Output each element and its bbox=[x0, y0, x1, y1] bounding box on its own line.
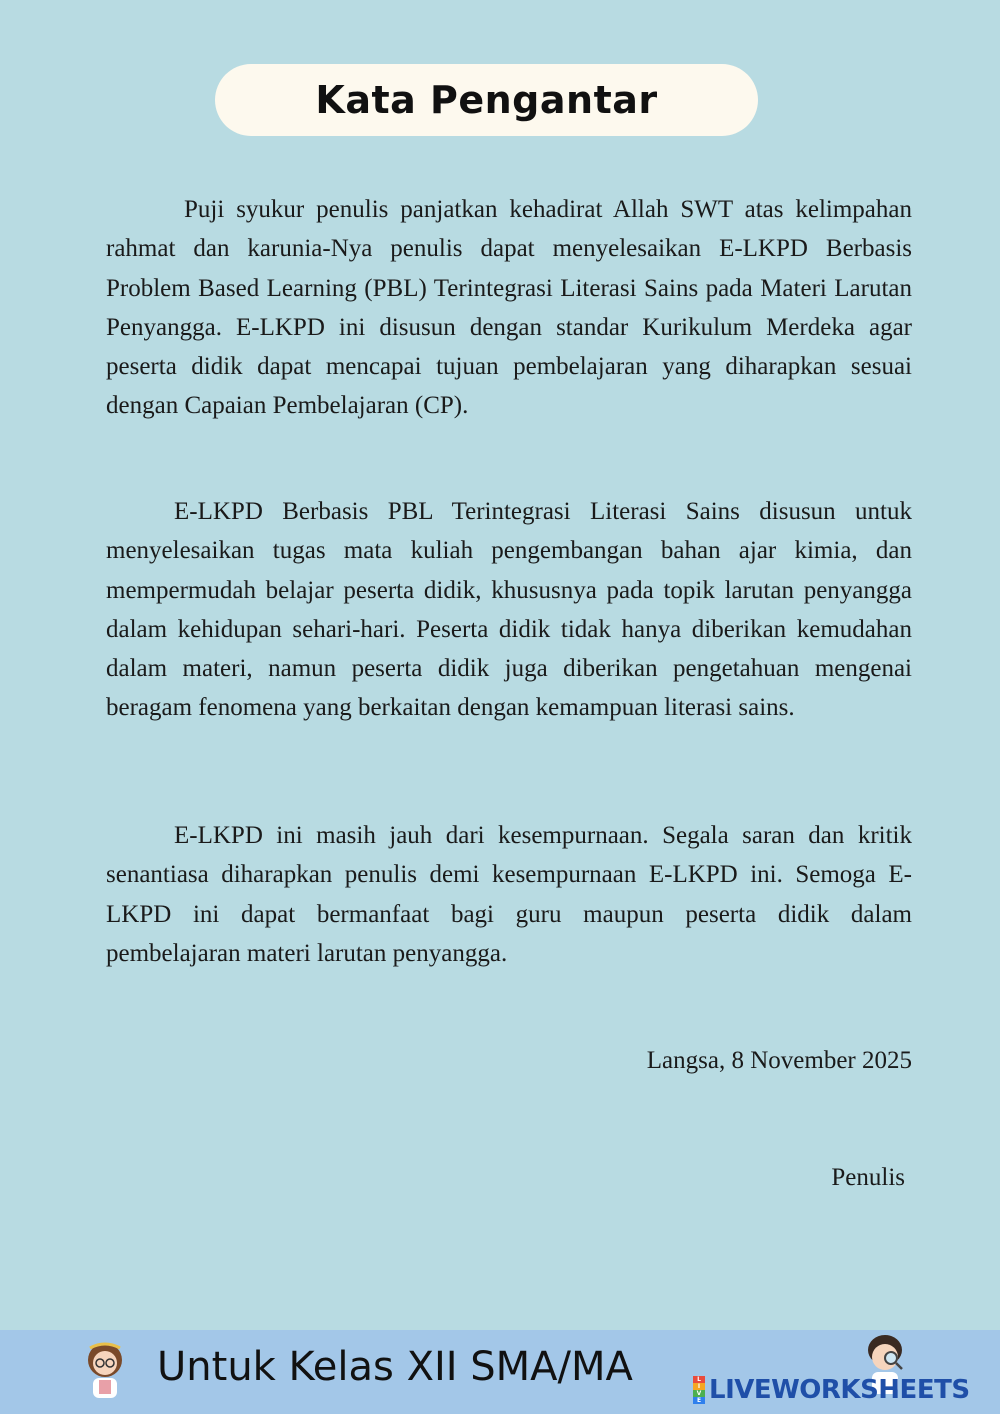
paragraph-2: E-LKPD Berbasis PBL Terintegrasi Literasi Sains disusun untuk menyelesaikan tugas mata kuliah pengembangan bahan ajar kimia, dan mempermudah belajar peserta didik, khususnya pada topik larutan penyangga dalam kehidupan sehari-hari. Peserta didik tidak hanya diberikan kemudahan dalam materi, namun peserta didik juga diberikan pengetahuan mengenai beragam fenomena yang berkaitan dengan kemampuan literasi sains. bbox=[106, 498, 912, 722]
brand-letter-l: L bbox=[693, 1376, 705, 1383]
paragraph-1: Puji syukur penulis panjatkan kehadirat Allah SWT atas kelimpahan rahmat dan karunia-Nya penulis dapat menyelesaikan E-LKPD Berbasis Problem Based Learning (PBL) Terintegrasi Literasi Sains pada Materi Larutan Penyangga. E-LKPD ini disusun dengan standar Kurikulum Merdeka agar peserta didik dapat mencapai tujuan pembelajaran yang diharapkan sesuai dengan Capaian Pembelajaran (CP). bbox=[106, 196, 912, 420]
brand-letter-e: E bbox=[693, 1397, 705, 1404]
brand-live-strip bbox=[693, 1376, 705, 1404]
girl-mascot-icon bbox=[80, 1338, 130, 1404]
brand-letter-v: V bbox=[693, 1390, 705, 1397]
footer-class-label: Untuk Kelas XII SMA/MA bbox=[157, 1344, 633, 1390]
paragraph-3: E-LKPD ini masih jauh dari kesempurnaan. Segala saran dan kritik senantiasa diharapkan penulis demi kesempurnaan E-LKPD ini. Semoga E-LKPD ini dapat bermanfaat bagi guru maupun peserta didik dalam pembelajaran materi larutan penyangga. bbox=[106, 822, 912, 967]
title-banner bbox=[215, 64, 758, 136]
liveworksheets-logo bbox=[693, 1374, 970, 1406]
footer-bar bbox=[0, 1330, 1000, 1414]
brand-name: LIVEWORKSHEETS bbox=[709, 1375, 970, 1405]
page-title: Kata Pengantar bbox=[315, 78, 658, 122]
place-date: Langsa, 8 November 2025 bbox=[646, 1047, 912, 1074]
author-signature: Penulis bbox=[831, 1164, 905, 1191]
brand-letter-i: I bbox=[693, 1383, 705, 1390]
